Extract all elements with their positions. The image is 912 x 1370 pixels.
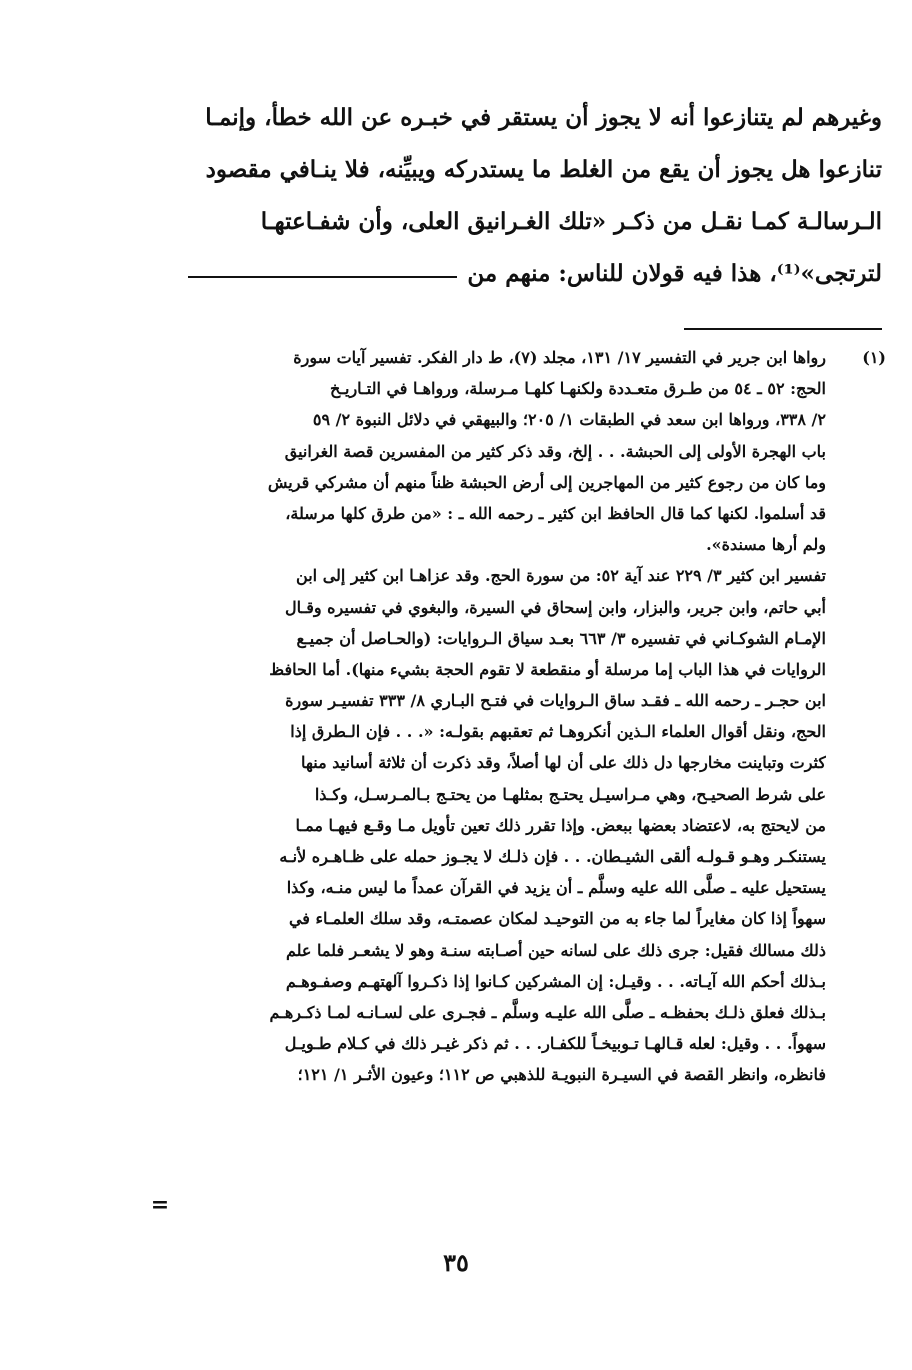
footnote-line: تفسير ابن كثير ٣/ ٢٢٩ عند آية ٥٢: من سورة الحج. وقد عزاهـا ابن كثير إلى ابن	[296, 566, 826, 586]
text-end-rule	[188, 276, 457, 278]
footnote-line: بـذلك فعلق ذلـك بحفظـه ـ صلَّى الله عليـه وسلَّم ـ فجـرى على لسـانـه لمـا ذكـرهـم	[269, 1002, 826, 1022]
footnote-marker: (١)	[862, 348, 886, 367]
main-text-line: وغيرهم لم يتنازعوا أنه لا يجوز أن يستقر في خبـره عن الله خطأ، وإنمـا	[205, 104, 882, 131]
footnote-line: من لايحتج به، لاعتضاد بعضها ببعض. وإذا تقرر ذلك تعين تأويل مـا وقـع فيهـا ممـا	[295, 815, 826, 835]
footnote-line: باب الهجرة الأولى إلى الحبشة. . . إلخ، وقد ذكر كثير من المفسرين قصة الغرانيق	[284, 441, 826, 461]
continuation-mark: =	[150, 1192, 170, 1218]
footnote-line: وما كان من رجوع كثير من المهاجرين إلى أرض الحبشة ظناً منهم أن مشركي قريش	[267, 472, 826, 492]
footnote-line: يستحيل عليه ـ صلَّى الله عليه وسلَّم ـ أن يزيد في القرآن عمداً ما ليس منـه، وكذا	[286, 878, 826, 898]
main-text	[188, 92, 882, 300]
footnote-line: الحج: ٥٢ ـ ٥٤ من طـرق متعـددة ولكنهـا كلهـا مـرسلة، ورواهـا في التـاريـخ	[329, 379, 826, 399]
footnote-line: ابن حجـر ـ رحمه الله ـ فقـد ساق الـروايات في فتـح البـاري ٨/ ٣٣٣ تفسيـر سورة	[285, 691, 826, 711]
footnote-line: يستنكـر وهـو قـولـه ألقى الشيـطان. . . فإن ذلـك لا يجـوز حمله على ظـاهـره لأنـه	[279, 847, 826, 866]
footnote-line: قد أسلموا. لكنها كما قال الحافظ ابن كثير ـ رحمه الله ـ : «من طرق كلها مرسلة،	[285, 503, 826, 523]
footnote-line: كثرت وتباينت مخارجها دل ذلك على أن لها أصلاً، وقد ذكرت أن ثلاثة أسانيد منها	[301, 753, 826, 773]
footnote-line: سهواً. . . وقيل: لعله قـالهـا تـوبيخـاً للكفـار. . . ثم ذكر غيـر ذلك في كـلام طـويـل	[284, 1034, 826, 1054]
main-text-line: لترتجى»⁽¹⁾، هذا فيه قولان للناس: منهم من	[467, 260, 882, 287]
footnote-line: الحج، ونقل أقوال العلماء الـذين أنكروهـا ثم تعقبهم بقولـه: «. . . فإن الـطرق إذا	[290, 722, 826, 742]
main-text-line: تنازعوا هل يجوز أن يقع من الغلط ما يستدركه ويبيِّنه، فلا ينـافي مقصود	[205, 156, 882, 183]
page-number: ٣٥	[443, 1248, 469, 1277]
footnote-line: سهواً إذا كان مغايراً لما جاء به من التوحيـد لمكان عصمتـه، وقد سلك العلمـاء في	[288, 909, 826, 929]
footnote-line: الإمـام الشوكـاني في تفسيره ٣/ ٦٦٣ بعـد سياق الـروايات: (والحـاصل أن جميـع	[296, 628, 826, 648]
footnote	[186, 342, 826, 1091]
footnote-line: الروايات في هذا الباب إما مرسلة أو منقطعة لا تقوم الحجة بشيء منها). أما الحافظ	[269, 659, 826, 679]
main-text-line: الـرسالـة كمـا نقـل من ذكـر «تلك الغـرانيق العلى، وأن شفـاعتهـا	[260, 208, 882, 235]
footnote-separator	[684, 328, 882, 330]
footnote-line: ذلك مسالك فقيل: جرى ذلك على لسانه حين أصـابته سنـة وهو لا يشعـر فلما علم	[285, 940, 826, 960]
main-text-last-line	[188, 248, 882, 300]
footnote-line: أبي حاتم، وابن جرير، والبزار، وابن إسحاق في السيرة، والبغوي في تفسيره وقـال	[285, 597, 826, 617]
footnote-line: ٢/ ٣٣٨، ورواها ابن سعد في الطبقات ١/ ٢٠٥؛ والبيهقي في دلائل النبوة ٢/ ٥٩	[312, 410, 826, 430]
footnote-line: بـذلك أحكم الله آيـاته. . . وقيـل: إن المشركين كـانوا إذا ذكـروا آلهتهـم وصفـوهـم	[285, 971, 826, 991]
footnote-line: فانظره، وانظر القصة في السيـرة النبويـة للذهبي ص ١١٢؛ وعيون الأثـر ١/ ١٢١؛	[297, 1065, 826, 1085]
footnote-line: على شرط الصحيـح، وهي مـراسيـل يحتـج بمثلهـا من يحتـج بـالمـرسـل، وكـذا	[314, 784, 826, 804]
footnote-line: رواها ابن جرير في التفسير ١٧/ ١٣١، مجلد (٧)، ط دار الفكر. تفسير آيات سورة	[293, 348, 826, 367]
footnote-line: ولم أرها مسندة».	[706, 535, 826, 555]
